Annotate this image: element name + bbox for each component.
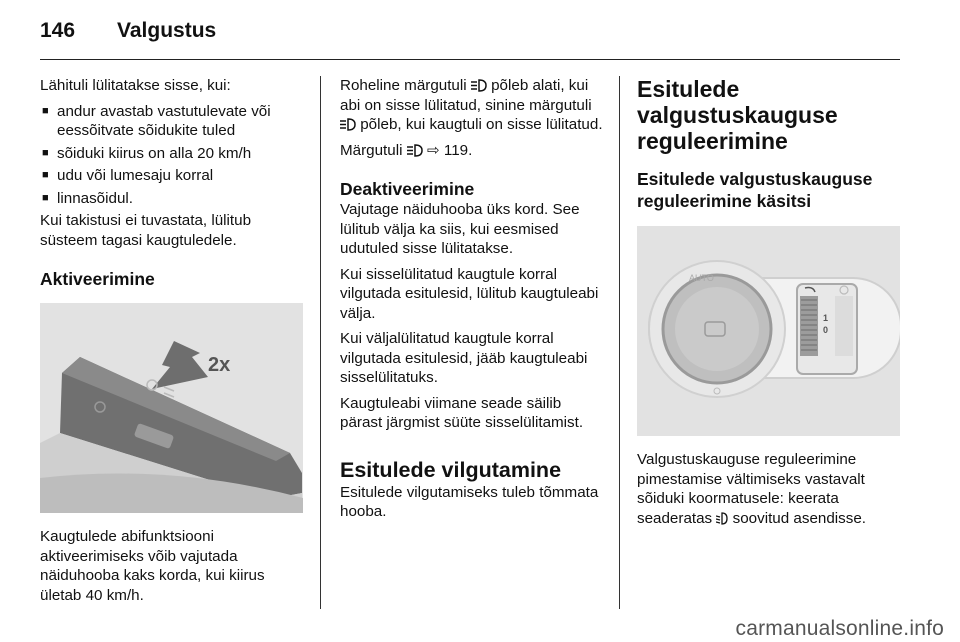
paragraph: Roheline märgutuli põleb alati, kui abi on sisse lülitatud, sinine märgutuli põleb, kui kaugtuli on sisse lülitatud.: [340, 77, 603, 133]
scale-label: 1: [823, 313, 829, 323]
section-heading-manual: Esitulede valgustuskauguse reguleerimine käsitsi: [637, 169, 873, 211]
high-beam-assist-icon: [407, 144, 423, 157]
section-heading-main: Esitulede valgustuskauguse reguleerimine: [637, 76, 838, 154]
figure-label: 2x: [208, 354, 231, 376]
paragraph: Kui sisselülitatud kaugtule korral vilgutada esitulesid, lülitub kaugtuleabi välja.: [340, 265, 599, 322]
section-heading-deactivation: Deaktiveerimine: [340, 179, 475, 199]
paragraph: Valgustuskauguse reguleerimine pimestamise vältimiseks vastavalt sõiduki koormatusele: keerata seaderatas soovitud asendisse.: [637, 451, 867, 527]
headlight-range-icon: [716, 512, 728, 525]
scale-label: 0: [823, 325, 829, 335]
paragraph: Märgutuli ⇨ 119.: [340, 141, 473, 159]
list-item: ■ udu või lumesaju korral: [40, 166, 303, 186]
column-divider: [619, 76, 620, 609]
page-reference-icon: ⇨: [426, 141, 440, 159]
light-switch-illustration: [637, 226, 900, 436]
stalk-illustration: [40, 303, 303, 513]
paragraph: Kui väljalülitatud kaugtule korral vilgutada esitulesid, jääb kaugtuleabi sisselülitatuks.: [340, 330, 588, 386]
paragraph: Kui takistusi ei tuvastata, lülitub süsteem tagasi kaugtuledele.: [40, 212, 252, 249]
page-number: 146: [40, 19, 76, 42]
intro-text: Lähituli lülitatakse sisse, kui:: [40, 77, 231, 94]
column-3: [637, 76, 902, 534]
header-rule: [40, 59, 900, 60]
paragraph: Esitulede vilgutamiseks tuleb tõmmata hooba.: [340, 483, 599, 520]
list-item: ■ sõiduki kiirus on alla 20 km/h: [40, 144, 303, 164]
high-beam-icon: [340, 118, 356, 131]
high-beam-assist-icon: [471, 79, 487, 92]
column-1: [40, 76, 303, 611]
page-title: Valgustus: [117, 19, 217, 42]
figure-caption: Kaugtulede abifunktsiooni aktiveerimiseks võib vajutada näiduhooba kaks korda, kui kiirus ületab 40 km/h.: [40, 528, 265, 604]
list-item: ■ andur avastab vastutulevate või eessõitvate sõidukite tuled: [40, 102, 303, 141]
paragraph: Vajutage näiduhooba üks kord. See lülitub välja ka siis, kui eesmised udutuled sisse lülitatakse.: [340, 201, 580, 257]
list-item: ■ linnasõidul.: [40, 189, 303, 209]
column-2: [340, 76, 605, 528]
section-heading-activation: Aktiveerimine: [40, 269, 155, 289]
watermark: carmanualsonline.info: [735, 617, 944, 640]
paragraph: Kaugtuleabi viimane seade säilib pärast järgmist süüte sisselülitamist.: [340, 394, 584, 431]
condition-list: [40, 102, 303, 209]
column-divider: [320, 76, 321, 609]
section-heading-flash: Esitulede vilgutamine: [340, 457, 562, 482]
figure-text: AUTO: [689, 273, 714, 283]
